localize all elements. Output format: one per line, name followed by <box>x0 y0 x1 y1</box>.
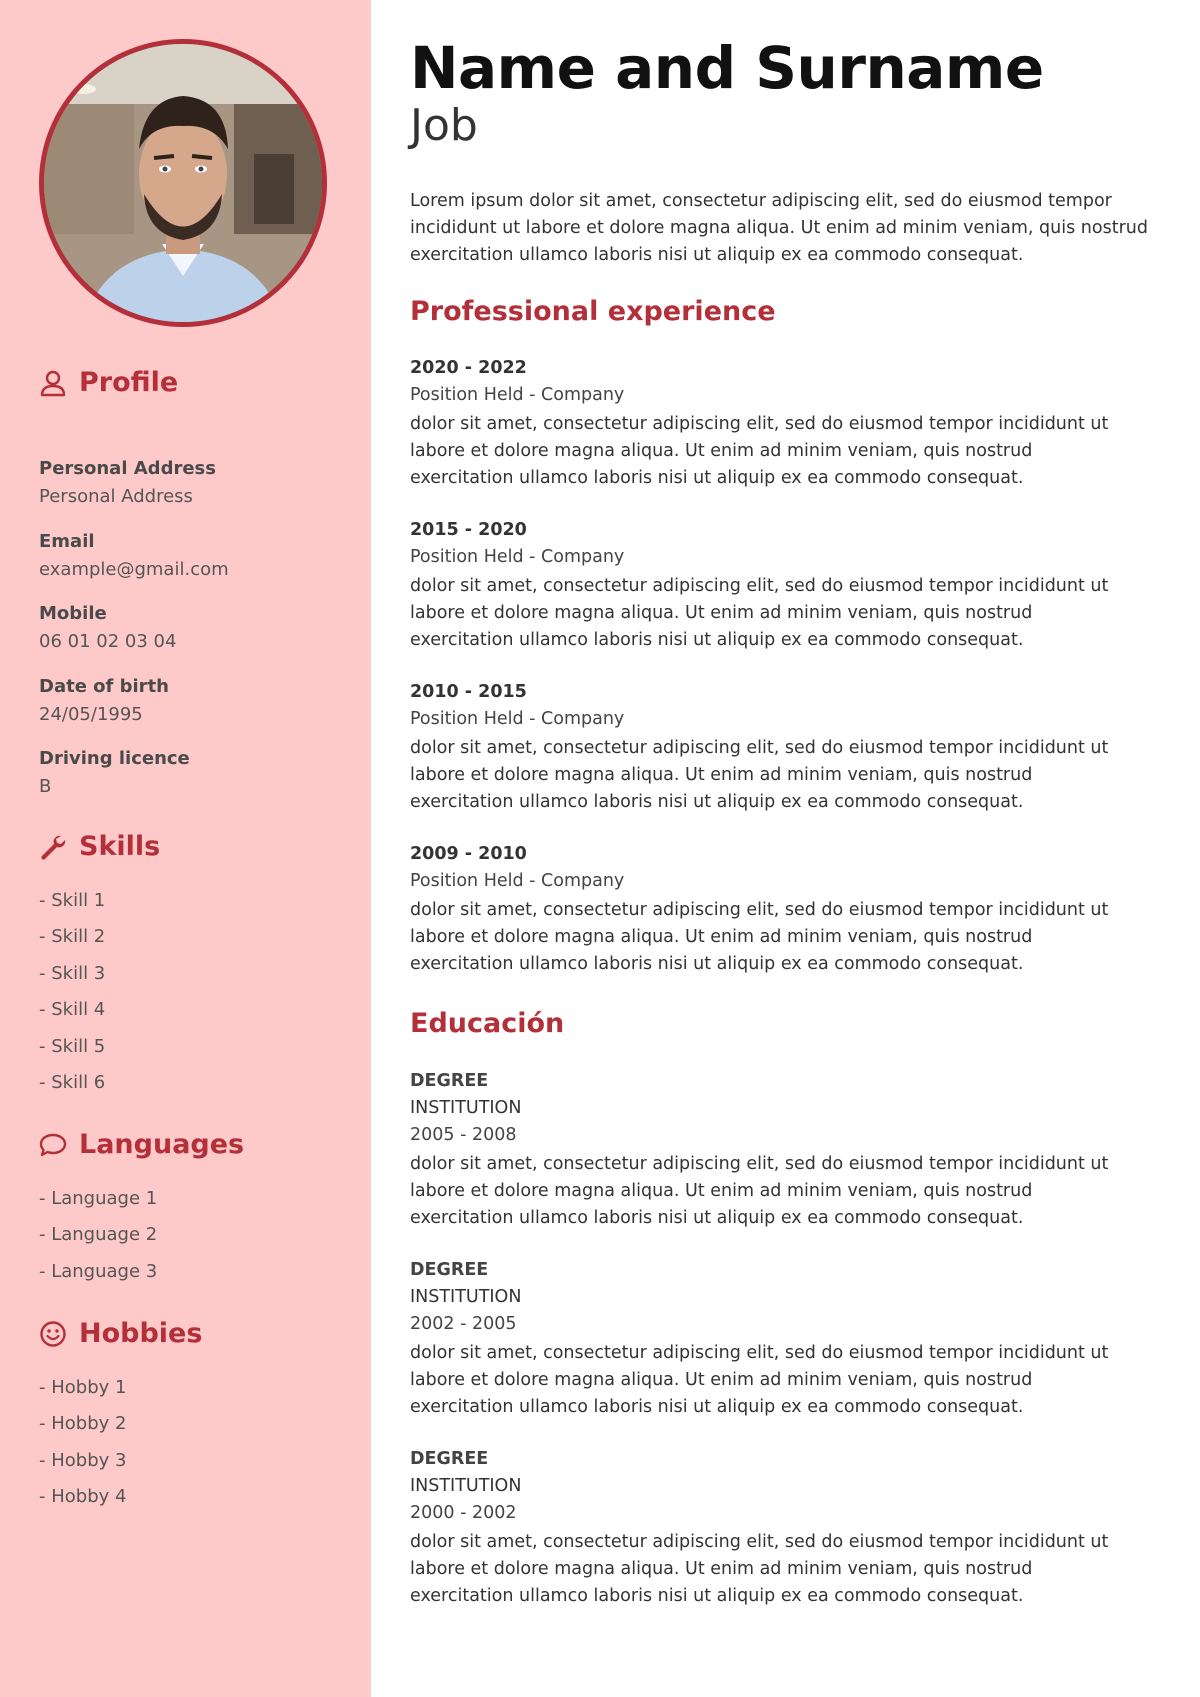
experience-heading: Professional experience <box>410 296 776 327</box>
experience-description: dolor sit amet, consectetur adipiscing elit, sed do eiusmod tempor incididunt ut labore et dolore magna aliqua. Ut enim ad minim veniam, quis nostrud exercitation ullamco laboris nisi ut aliquip ex ea commodo consequat. <box>410 900 1109 974</box>
profile-photo <box>39 39 327 327</box>
profile-details <box>39 458 359 821</box>
list-item: - Language 3 <box>39 1261 359 1297</box>
list-item: - Skill 1 <box>39 890 359 926</box>
list-item: - Hobby 4 <box>39 1486 359 1522</box>
sidebar <box>0 0 371 1697</box>
profile-label: Personal Address <box>39 458 216 479</box>
speech-bubble-icon <box>39 1131 67 1159</box>
profile-label: Mobile <box>39 603 107 624</box>
education-years: 2002 - 2005 <box>410 1314 517 1334</box>
smiley-icon <box>39 1320 67 1348</box>
list-item: - Skill 3 <box>39 963 359 999</box>
experience-description: dolor sit amet, consectetur adipiscing elit, sed do eiusmod tempor incididunt ut labore et dolore magna aliqua. Ut enim ad minim veniam, quis nostrud exercitation ullamco laboris nisi ut aliquip ex ea commodo consequat. <box>410 414 1109 488</box>
profile-value: 24/05/1995 <box>39 703 143 725</box>
hobbies-list <box>39 1377 359 1523</box>
profile-photo-image <box>44 44 322 322</box>
education-degree: DEGREE <box>410 1071 489 1091</box>
education-item <box>410 1259 1160 1448</box>
experience-years: 2009 - 2010 <box>410 844 527 864</box>
experience-position: Position Held - Company <box>410 385 625 405</box>
education-description: dolor sit amet, consectetur adipiscing elit, sed do eiusmod tempor incididunt ut labore et dolore magna aliqua. Ut enim ad minim veniam, quis nostrud exercitation ullamco laboris nisi ut aliquip ex ea commodo consequat. <box>410 1532 1109 1606</box>
list-item: - Hobby 1 <box>39 1377 359 1413</box>
languages-heading <box>39 1129 244 1160</box>
summary: Lorem ipsum dolor sit amet, consectetur adipiscing elit, sed do eiusmod tempor incididunt ut labore et dolore magna aliqua. Ut enim ad minim veniam, quis nostrud exercitation ullamco laboris nisi ut aliquip ex ea commodo consequat. <box>410 191 1148 265</box>
experience-item <box>410 357 1160 519</box>
wrench-icon <box>39 833 67 861</box>
languages-list <box>39 1188 359 1297</box>
skills-title: Skills <box>79 831 161 862</box>
education-item <box>410 1070 1160 1259</box>
profile-item-licence <box>39 748 359 821</box>
experience-position: Position Held - Company <box>410 547 625 567</box>
education-institution: INSTITUTION <box>410 1287 522 1307</box>
list-item: - Skill 5 <box>39 1036 359 1072</box>
profile-value: B <box>39 776 52 797</box>
profile-item-address <box>39 458 359 531</box>
list-item: - Hobby 3 <box>39 1450 359 1486</box>
list-item: - Skill 6 <box>39 1072 359 1108</box>
profile-item-birth <box>39 676 359 749</box>
experience-years: 2010 - 2015 <box>410 682 527 702</box>
list-item: - Language 1 <box>39 1188 359 1224</box>
education-description: dolor sit amet, consectetur adipiscing elit, sed do eiusmod tempor incididunt ut labore et dolore magna aliqua. Ut enim ad minim veniam, quis nostrud exercitation ullamco laboris nisi ut aliquip ex ea commodo consequat. <box>410 1154 1109 1228</box>
profile-item-mobile <box>39 603 359 676</box>
skills-heading <box>39 831 160 862</box>
skills-list <box>39 890 359 1108</box>
profile-label: Driving licence <box>39 748 190 769</box>
hobbies-title: Hobbies <box>79 1318 203 1349</box>
profile-value: example@gmail.com <box>39 558 229 580</box>
experience-list <box>410 357 1160 1005</box>
education-years: 2005 - 2008 <box>410 1125 517 1145</box>
person-name: Name and Surname <box>410 34 1044 102</box>
experience-years: 2020 - 2022 <box>410 358 527 378</box>
education-description: dolor sit amet, consectetur adipiscing elit, sed do eiusmod tempor incididunt ut labore et dolore magna aliqua. Ut enim ad minim veniam, quis nostrud exercitation ullamco laboris nisi ut aliquip ex ea commodo consequat. <box>410 1343 1109 1417</box>
education-item <box>410 1448 1160 1637</box>
list-item: - Skill 2 <box>39 926 359 962</box>
experience-years: 2015 - 2020 <box>410 520 527 540</box>
experience-description: dolor sit amet, consectetur adipiscing elit, sed do eiusmod tempor incididunt ut labore et dolore magna aliqua. Ut enim ad minim veniam, quis nostrud exercitation ullamco laboris nisi ut aliquip ex ea commodo consequat. <box>410 576 1109 650</box>
job-title: Job <box>410 100 478 151</box>
hobbies-heading <box>39 1318 202 1349</box>
education-institution: INSTITUTION <box>410 1098 522 1118</box>
person-icon <box>39 369 67 397</box>
experience-position: Position Held - Company <box>410 871 625 891</box>
list-item: - Language 2 <box>39 1224 359 1260</box>
profile-value: 06 01 02 03 04 <box>39 631 177 652</box>
profile-value: Personal Address <box>39 486 193 507</box>
profile-label: Date of birth <box>39 675 169 697</box>
profile-item-email <box>39 531 359 604</box>
list-item: - Hobby 2 <box>39 1413 359 1449</box>
education-degree: DEGREE <box>410 1260 489 1280</box>
profile-heading <box>39 367 178 398</box>
experience-item <box>410 519 1160 681</box>
experience-item <box>410 843 1160 1005</box>
experience-item <box>410 681 1160 843</box>
education-list <box>410 1070 1160 1637</box>
education-degree: DEGREE <box>410 1449 489 1469</box>
education-years: 2000 - 2002 <box>410 1503 517 1523</box>
education-heading: Educación <box>410 1008 565 1039</box>
experience-description: dolor sit amet, consectetur adipiscing elit, sed do eiusmod tempor incididunt ut labore et dolore magna aliqua. Ut enim ad minim veniam, quis nostrud exercitation ullamco laboris nisi ut aliquip ex ea commodo consequat. <box>410 738 1109 812</box>
experience-position: Position Held - Company <box>410 709 625 729</box>
list-item: - Skill 4 <box>39 999 359 1035</box>
education-institution: INSTITUTION <box>410 1476 522 1496</box>
profile-title: Profile <box>79 367 179 398</box>
profile-label: Email <box>39 530 95 552</box>
languages-title: Languages <box>79 1129 245 1160</box>
